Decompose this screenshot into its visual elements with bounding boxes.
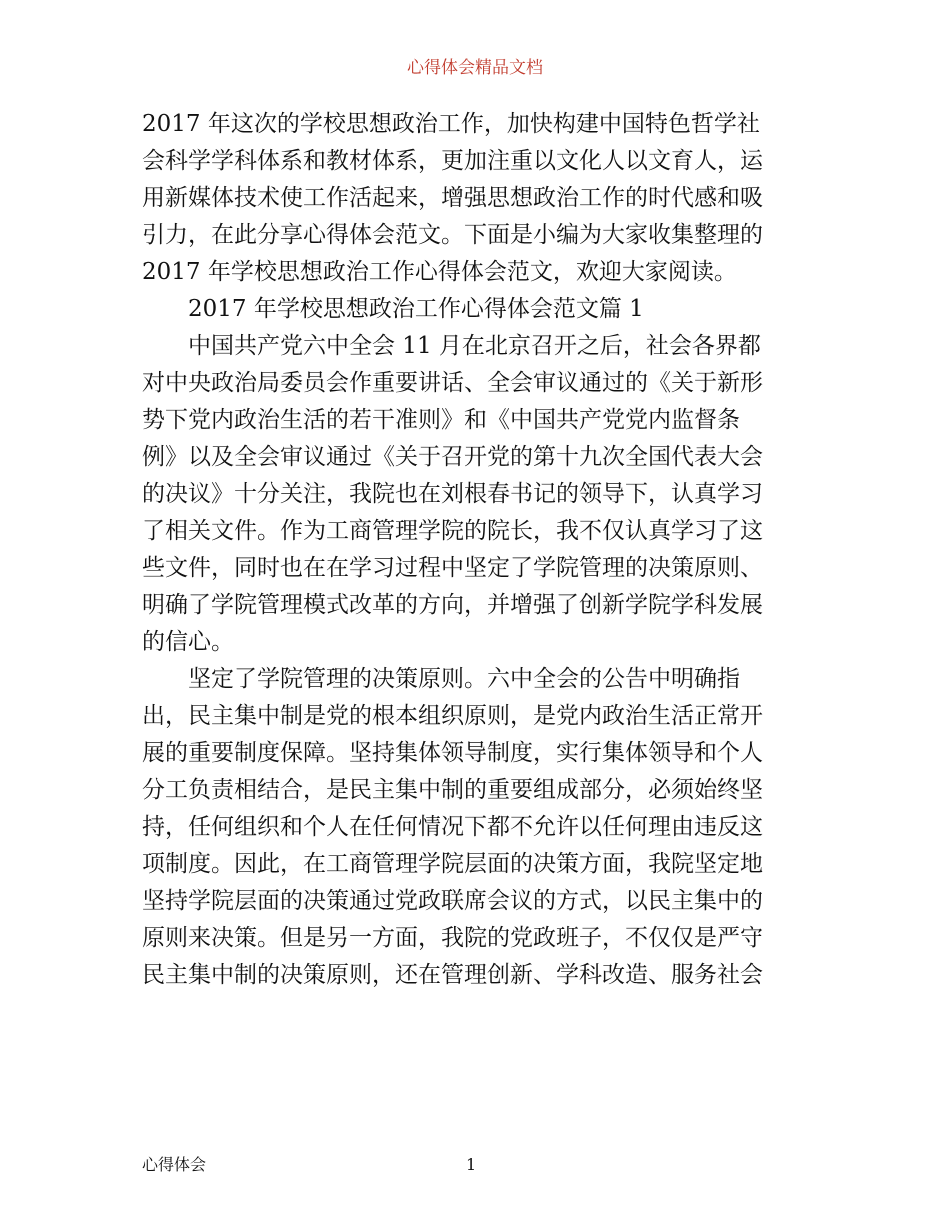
text-line: 对中央政治局委员会作重要讲话、全会审议通过的《关于新形	[142, 370, 763, 396]
text-line: 2017 年学校思想政治工作心得体会范文篇 1	[188, 296, 644, 322]
page-number: 1	[466, 1155, 477, 1174]
document-body	[142, 106, 822, 994]
text-line: 势下党内政治生活的若干准则》和《中国共产党党内监督条	[142, 407, 740, 433]
text-line: 坚定了学院管理的决策原则。六中全会的公告中明确指	[188, 666, 740, 692]
text-line: 会科学学科体系和教材体系，更加注重以文化人以文育人，运	[142, 148, 763, 174]
text-line: 的决议》十分关注，我院也在刘根春书记的领导下，认真学习	[142, 481, 763, 507]
text-line: 2017 年学校思想政治工作心得体会范文，欢迎大家阅读。	[142, 259, 737, 285]
text-line: 些文件，同时也在在学习过程中坚定了学院管理的决策原则、	[142, 555, 763, 581]
text-line: 分工负责相结合，是民主集中制的重要组成部分，必须始终坚	[142, 777, 763, 803]
text-line: 明确了学院管理模式改革的方向，并增强了创新学院学科发展	[142, 592, 763, 618]
text-line: 中国共产党六中全会 11 月在北京召开之后，社会各界都	[188, 333, 761, 359]
text-line: 坚持学院层面的决策通过党政联席会议的方式，以民主集中的	[142, 888, 763, 914]
footer-label: 心得体会	[142, 1155, 207, 1174]
text-line: 持，任何组织和个人在任何情况下都不允许以任何理由违反这	[142, 814, 763, 840]
text-line: 例》以及全会审议通过《关于召开党的第十九次全国代表大会	[142, 444, 763, 470]
text-line: 项制度。因此，在工商管理学院层面的决策方面，我院坚定地	[142, 851, 763, 877]
document-header-title: 心得体会精品文档	[407, 58, 543, 78]
text-line: 民主集中制的决策原则，还在管理创新、学科改造、服务社会	[142, 962, 763, 988]
text-line: 引力，在此分享心得体会范文。下面是小编为大家收集整理的	[142, 222, 763, 248]
text-line: 用新媒体技术使工作活起来，增强思想政治工作的时代感和吸	[142, 185, 763, 211]
text-line: 2017 年这次的学校思想政治工作，加快构建中国特色哲学社	[142, 111, 760, 137]
text-line: 出，民主集中制是党的根本组织原则，是党内政治生活正常开	[142, 703, 763, 729]
text-line: 的信心。	[142, 629, 234, 655]
text-line: 展的重要制度保障。坚持集体领导制度，实行集体领导和个人	[142, 740, 763, 766]
text-line: 原则来决策。但是另一方面，我院的党政班子，不仅仅是严守	[142, 925, 763, 951]
text-line: 了相关文件。作为工商管理学院的院长，我不仅认真学习了这	[142, 518, 763, 544]
